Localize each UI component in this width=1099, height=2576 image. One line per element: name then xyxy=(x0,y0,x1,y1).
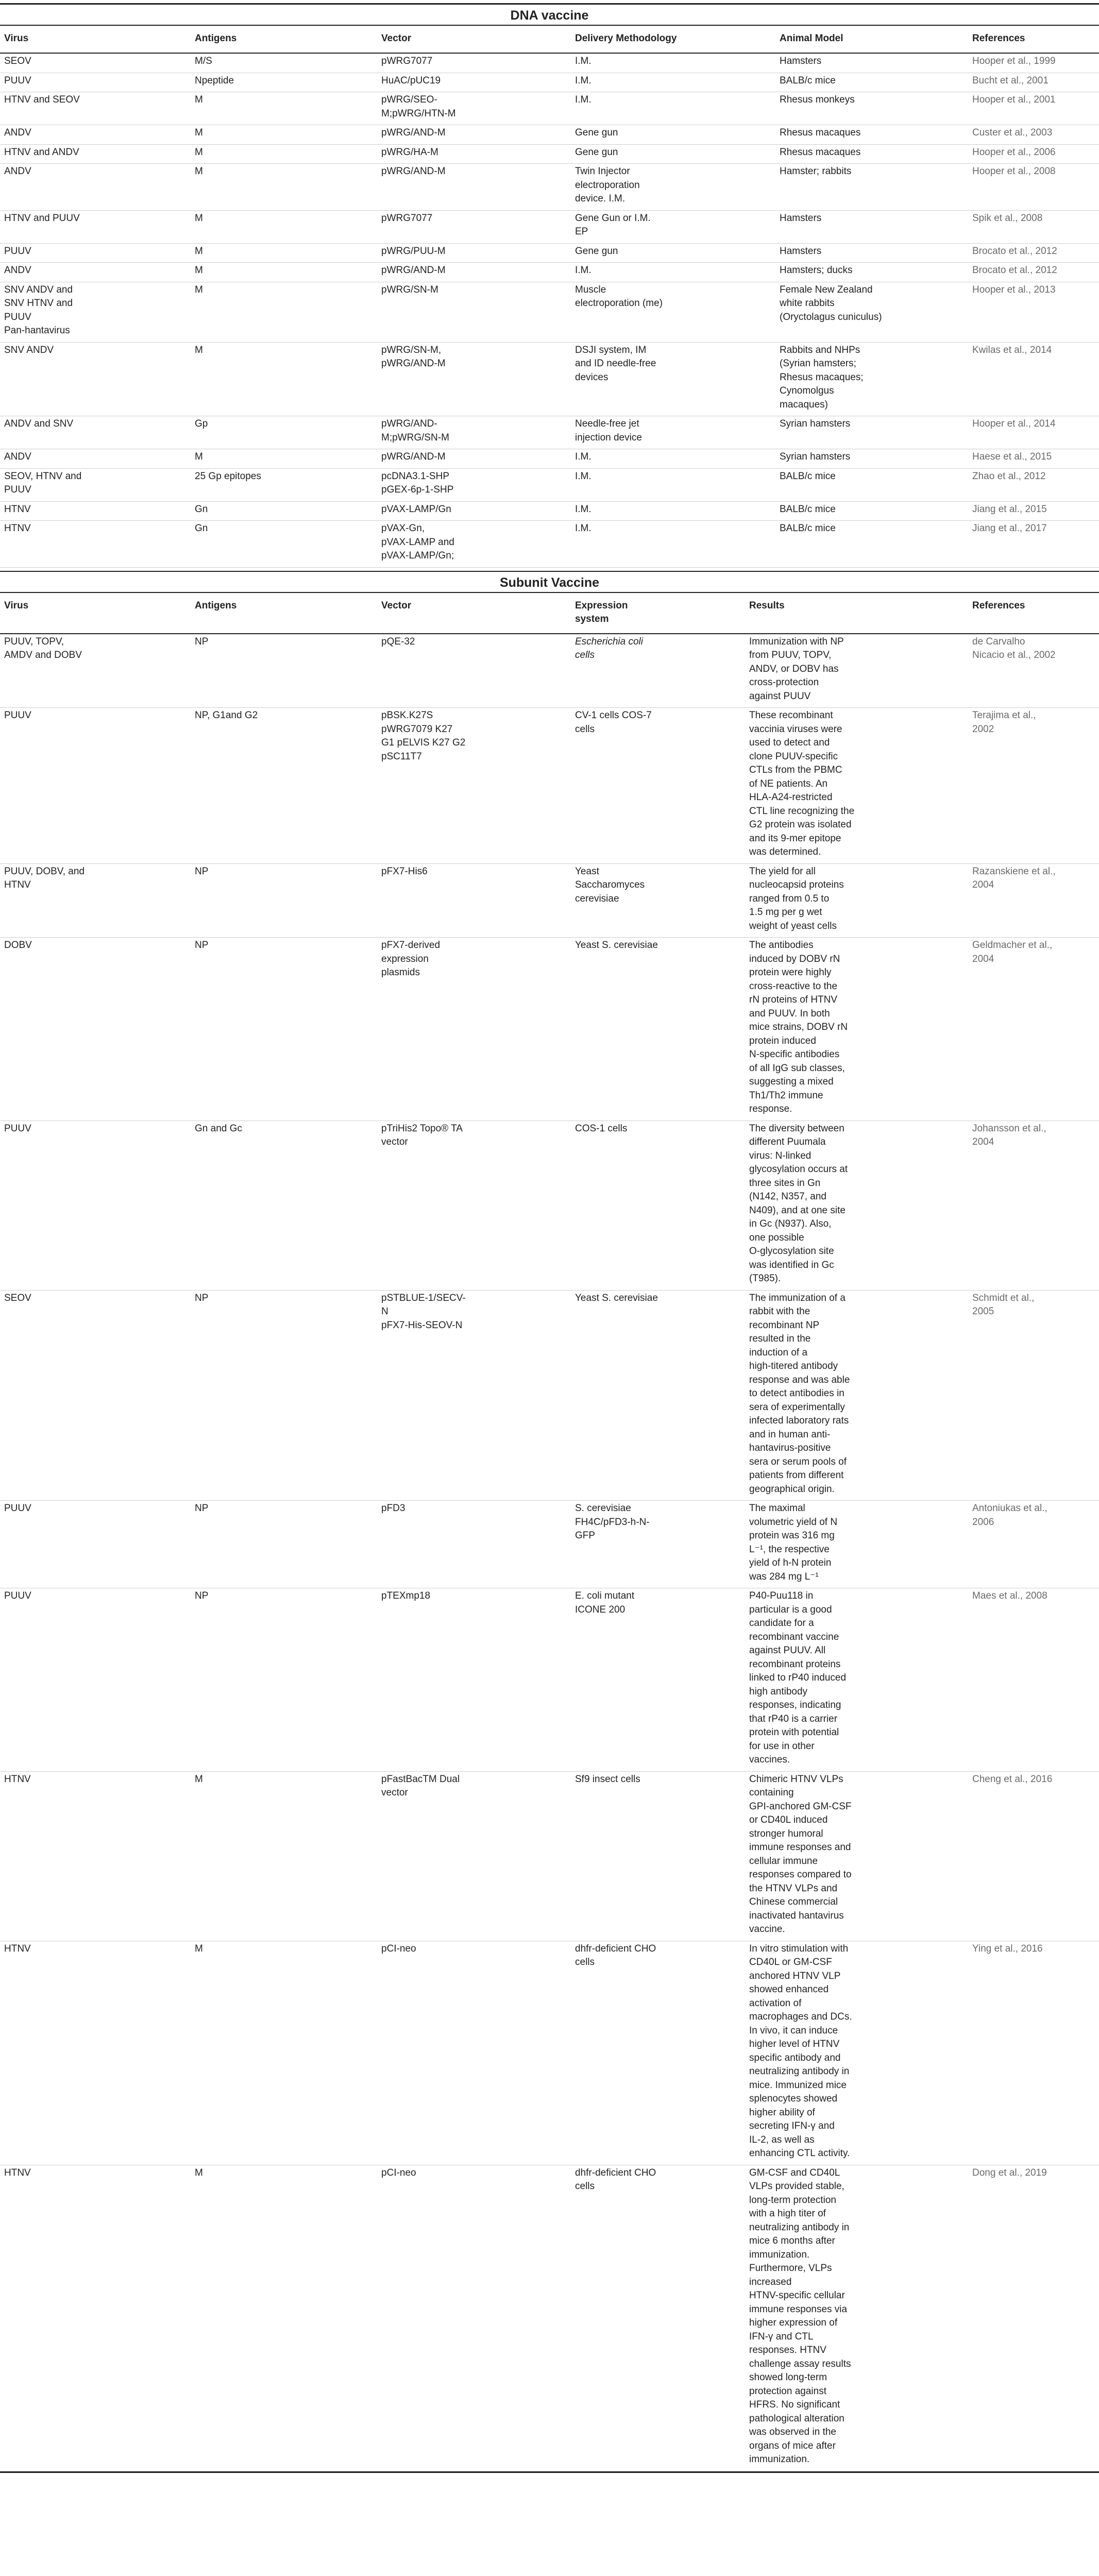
dna-vaccine-table xyxy=(0,25,1099,568)
cell-animal-model: Hamster; rabbits xyxy=(775,164,968,211)
cell-antigens: M/S xyxy=(191,53,377,73)
cell-antigens: 25 Gp epitopes xyxy=(191,468,377,501)
table-row xyxy=(0,1941,1099,2165)
table-row xyxy=(0,1771,1099,1941)
cell-results: GM-CSF and CD40L VLPs provided stable, long-term protection with a high titer of neutralizing antibody in mice 6 months after immunization. Furthermore, VLPs increased HTNV-specific cellular immune responses via higher expression of IFN-γ and CTL responses. HTNV challenge assay results showed long-term protection against HFRS. No significant pathological alteration was observed in the organs of mice after immunization. xyxy=(745,2165,968,2471)
table-row xyxy=(0,2165,1099,2471)
cell-reference: Haese et al., 2015 xyxy=(968,449,1099,469)
cell-reference: Hooper et al., 2001 xyxy=(968,92,1099,125)
cell-animal-model: Female New Zealand white rabbits (Oryctolagus cuniculus) xyxy=(775,282,968,342)
cell-reference: Kwilas et al., 2014 xyxy=(968,342,1099,416)
cell-vector: pQE-32 xyxy=(377,634,571,708)
cell-virus: ANDV xyxy=(0,449,191,469)
cell-reference: Custer et al., 2003 xyxy=(968,125,1099,145)
subunit-vaccine-table xyxy=(0,592,1099,2471)
cell-virus: HTNV and PUUV xyxy=(0,210,191,243)
cell-reference: Bucht et al., 2001 xyxy=(968,73,1099,92)
col-header-vector: Vector xyxy=(377,592,571,634)
cell-reference: Antoniukas et al., 2006 xyxy=(968,1501,1099,1588)
cell-antigens: M xyxy=(191,92,377,125)
cell-reference: Maes et al., 2008 xyxy=(968,1588,1099,1772)
cell-virus: HTNV xyxy=(0,1771,191,1941)
cell-vector: pWRG/AND-M xyxy=(377,263,571,282)
table-row xyxy=(0,53,1099,73)
cell-delivery-methodology: I.M. xyxy=(571,263,775,282)
cell-virus: PUUV xyxy=(0,73,191,92)
cell-virus: PUUV, DOBV, and HTNV xyxy=(0,863,191,938)
cell-antigens: NP xyxy=(191,634,377,708)
cell-animal-model: BALB/c mice xyxy=(775,73,968,92)
cell-vector: pWRG/HA-M xyxy=(377,144,571,164)
cell-antigens: M xyxy=(191,1941,377,2165)
cell-vector: pWRG/AND-M xyxy=(377,125,571,145)
table-row xyxy=(0,1588,1099,1772)
table-row xyxy=(0,282,1099,342)
table-row xyxy=(0,416,1099,449)
table-row xyxy=(0,144,1099,164)
cell-reference: Brocato et al., 2012 xyxy=(968,243,1099,263)
cell-vector: pVAX-LAMP/Gn xyxy=(377,501,571,521)
cell-vector: pWRG/SN-M xyxy=(377,282,571,342)
table-row xyxy=(0,342,1099,416)
cell-antigens: Gn xyxy=(191,521,377,568)
cell-results: The antibodies induced by DOBV rN protein were highly cross-reactive to the rN proteins of HTNV and PUUV. In both mice strains, DOBV rN protein induced N-specific antibodies of all IgG sub classes, suggesting a mixed Th1/Th2 immune response. xyxy=(745,938,968,1121)
cell-delivery-methodology: Gene gun xyxy=(571,144,775,164)
table-row xyxy=(0,468,1099,501)
cell-vector: pWRG7077 xyxy=(377,53,571,73)
cell-results: Chimeric HTNV VLPs containing GPI-anchored GM-CSF or CD40L induced stronger humoral immune responses and cellular immune responses compared to the HTNV VLPs and Chinese commercial inactivated hantavirus vaccine. xyxy=(745,1771,968,1941)
table-row xyxy=(0,73,1099,92)
cell-antigens: M xyxy=(191,243,377,263)
cell-vector: pCI-neo xyxy=(377,1941,571,2165)
col-header-references: References xyxy=(968,592,1099,634)
cell-animal-model: Hamsters xyxy=(775,53,968,73)
cell-vector: HuAC/pUC19 xyxy=(377,73,571,92)
col-header-antigens: Antigens xyxy=(191,25,377,53)
cell-delivery-methodology: I.M. xyxy=(571,73,775,92)
cell-vector: pVAX-Gn, pVAX-LAMP and pVAX-LAMP/Gn; xyxy=(377,521,571,568)
table-row xyxy=(0,634,1099,708)
cell-reference: Dong et al., 2019 xyxy=(968,2165,1099,2471)
cell-vector: pWRG/AND-M xyxy=(377,164,571,211)
cell-antigens: M xyxy=(191,125,377,145)
cell-reference: de Carvalho Nicacio et al., 2002 xyxy=(968,634,1099,708)
table-row xyxy=(0,863,1099,938)
table-row xyxy=(0,938,1099,1121)
cell-antigens: M xyxy=(191,164,377,211)
cell-vector: pFX7-derived expression plasmids xyxy=(377,938,571,1121)
cell-antigens: M xyxy=(191,342,377,416)
cell-reference: Hooper et al., 2006 xyxy=(968,144,1099,164)
cell-antigens: M xyxy=(191,1771,377,1941)
cell-delivery-methodology: Gene Gun or I.M. EP xyxy=(571,210,775,243)
cell-expression-system: S. cerevisiae FH4C/pFD3-h-N- GFP xyxy=(571,1501,745,1588)
cell-expression-system: dhfr-deficient CHO cells xyxy=(571,2165,745,2471)
col-header-vector: Vector xyxy=(377,25,571,53)
cell-vector: pcDNA3.1-SHP pGEX-6p-1-SHP xyxy=(377,468,571,501)
cell-delivery-methodology: I.M. xyxy=(571,449,775,469)
cell-virus: HTNV xyxy=(0,2165,191,2471)
cell-virus: SEOV, HTNV and PUUV xyxy=(0,468,191,501)
cell-antigens: NP xyxy=(191,863,377,938)
cell-expression-system: E. coli mutant ICONE 200 xyxy=(571,1588,745,1772)
cell-reference: Schmidt et al., 2005 xyxy=(968,1290,1099,1501)
cell-vector: pTriHis2 Topo® TA vector xyxy=(377,1121,571,1290)
cell-reference: Brocato et al., 2012 xyxy=(968,263,1099,282)
cell-virus: SEOV xyxy=(0,1290,191,1501)
table-row xyxy=(0,92,1099,125)
cell-antigens: M xyxy=(191,449,377,469)
table-row xyxy=(0,501,1099,521)
cell-virus: HTNV xyxy=(0,501,191,521)
cell-expression-system: Sf9 insect cells xyxy=(571,1771,745,1941)
cell-vector: pBSK.K27S pWRG7079 K27 G1 pELVIS K27 G2 pSC11T7 xyxy=(377,708,571,864)
cell-delivery-methodology: I.M. xyxy=(571,53,775,73)
dna-section-title: DNA vaccine xyxy=(510,8,589,23)
subunit-section-title: Subunit Vaccine xyxy=(0,571,1099,592)
cell-reference: Hooper et al., 2013 xyxy=(968,282,1099,342)
cell-animal-model: Hamsters xyxy=(775,243,968,263)
subunit-header-row xyxy=(0,592,1099,634)
cell-antigens: Gn and Gc xyxy=(191,1121,377,1290)
table-row xyxy=(0,1501,1099,1588)
col-header-results: Results xyxy=(745,592,968,634)
cell-vector: pCI-neo xyxy=(377,2165,571,2471)
cell-antigens: M xyxy=(191,210,377,243)
cell-results: P40-Puu118 in particular is a good candidate for a recombinant vaccine against PUUV. All recombinant proteins linked to rP40 induced high antibody responses, indicating that rP40 is a carrier protein with potential for use in other vaccines. xyxy=(745,1588,968,1772)
cell-reference: Jiang et al., 2017 xyxy=(968,521,1099,568)
cell-virus: ANDV xyxy=(0,164,191,211)
col-header-antigens: Antigens xyxy=(191,592,377,634)
cell-results: Immunization with NP from PUUV, TOPV, ANDV, or DOBV has cross-protection against PUUV xyxy=(745,634,968,708)
cell-antigens: M xyxy=(191,282,377,342)
cell-expression-system: Yeast S. cerevisiae xyxy=(571,1290,745,1501)
col-header-virus: Virus xyxy=(0,25,191,53)
cell-antigens: M xyxy=(191,144,377,164)
cell-virus: ANDV xyxy=(0,263,191,282)
cell-delivery-methodology: I.M. xyxy=(571,521,775,568)
cell-vector: pWRG7077 xyxy=(377,210,571,243)
cell-results: The immunization of a rabbit with the recombinant NP resulted in the induction of a high-titered antibody response and was able to detect antibodies in sera of experimentally infected laboratory rats and in human anti- hantavirus-positive sera or serum pools of patients from different geographical origin. xyxy=(745,1290,968,1501)
cell-antigens: Npeptide xyxy=(191,73,377,92)
cell-animal-model: Rabbits and NHPs (Syrian hamsters; Rhesus macaques; Cynomolgus macaques) xyxy=(775,342,968,416)
cell-reference: Geldmacher et al., 2004 xyxy=(968,938,1099,1121)
table-row xyxy=(0,1290,1099,1501)
cell-virus: HTNV and SEOV xyxy=(0,92,191,125)
cell-reference: Cheng et al., 2016 xyxy=(968,1771,1099,1941)
cell-expression-system: Yeast Saccharomyces cerevisiae xyxy=(571,863,745,938)
col-header-animal-model: Animal Model xyxy=(775,25,968,53)
cell-vector: pWRG/AND-M xyxy=(377,449,571,469)
cell-animal-model: BALB/c mice xyxy=(775,501,968,521)
cell-animal-model: BALB/c mice xyxy=(775,521,968,568)
cell-animal-model: Rhesus monkeys xyxy=(775,92,968,125)
cell-animal-model: Rhesus macaques xyxy=(775,144,968,164)
cell-reference: Zhao et al., 2012 xyxy=(968,468,1099,501)
cell-delivery-methodology: Gene gun xyxy=(571,125,775,145)
cell-delivery-methodology: I.M. xyxy=(571,468,775,501)
cell-virus: DOBV xyxy=(0,938,191,1121)
cell-reference: Razanskiene et al., 2004 xyxy=(968,863,1099,938)
cell-results: In vitro stimulation with CD40L or GM-CSF anchored HTNV VLP showed enhanced activation of macrophages and DCs. In vivo, it can induce higher level of HTNV specific antibody and neutralizing antibody in mice. Immunized mice splenocytes showed higher ability of secreting IFN-γ and IL-2, as well as enhancing CTL activity. xyxy=(745,1941,968,2165)
bottom-rule xyxy=(0,2471,1099,2473)
cell-expression-system: CV-1 cells COS-7 cells xyxy=(571,708,745,864)
cell-delivery-methodology: I.M. xyxy=(571,92,775,125)
cell-reference: Hooper et al., 2008 xyxy=(968,164,1099,211)
cell-vector: pFD3 xyxy=(377,1501,571,1588)
cell-animal-model: BALB/c mice xyxy=(775,468,968,501)
table-row xyxy=(0,125,1099,145)
cell-virus: PUUV xyxy=(0,1588,191,1772)
cell-results: The diversity between different Puumala virus: N-linked glycosylation occurs at three sites in Gn (N142, N357, and N409), and at one site in Gc (N937). Also, one possible O-glycosylation site was identified in Gc (T985). xyxy=(745,1121,968,1290)
table-row xyxy=(0,263,1099,282)
cell-reference: Ying et al., 2016 xyxy=(968,1941,1099,2165)
table-row xyxy=(0,164,1099,211)
cell-expression-system: dhfr-deficient CHO cells xyxy=(571,1941,745,2165)
cell-reference: Hooper et al., 2014 xyxy=(968,416,1099,449)
cell-virus: PUUV xyxy=(0,708,191,864)
cell-reference: Jiang et al., 2015 xyxy=(968,501,1099,521)
col-header-virus: Virus xyxy=(0,592,191,634)
cell-delivery-methodology: Needle-free jet injection device xyxy=(571,416,775,449)
cell-animal-model: Hamsters xyxy=(775,210,968,243)
cell-virus: SEOV xyxy=(0,53,191,73)
cell-delivery-methodology: I.M. xyxy=(571,501,775,521)
cell-antigens: NP xyxy=(191,1501,377,1588)
cell-reference: Johansson et al., 2004 xyxy=(968,1121,1099,1290)
cell-antigens: NP xyxy=(191,1290,377,1501)
cell-reference: Hooper et al., 1999 xyxy=(968,53,1099,73)
cell-virus: HTNV xyxy=(0,521,191,568)
cell-vector: pSTBLUE-1/SECV- N pFX7-His-SEOV-N xyxy=(377,1290,571,1501)
cell-animal-model: Syrian hamsters xyxy=(775,416,968,449)
cell-vector: pWRG/PUU-M xyxy=(377,243,571,263)
table-row xyxy=(0,1121,1099,1290)
cell-virus: ANDV and SNV xyxy=(0,416,191,449)
col-header-references: References xyxy=(968,25,1099,53)
cell-vector: pWRG/AND- M;pWRG/SN-M xyxy=(377,416,571,449)
cell-antigens: Gp xyxy=(191,416,377,449)
cell-animal-model: Rhesus macaques xyxy=(775,125,968,145)
dna-header-row xyxy=(0,25,1099,53)
cell-reference: Terajima et al., 2002 xyxy=(968,708,1099,864)
cell-vector: pWRG/SN-M, pWRG/AND-M xyxy=(377,342,571,416)
cell-antigens: M xyxy=(191,2165,377,2471)
cell-expression-system: Escherichia coli cells xyxy=(571,634,745,708)
cell-antigens: M xyxy=(191,263,377,282)
cell-vector: pTEXmp18 xyxy=(377,1588,571,1772)
cell-antigens: Gn xyxy=(191,501,377,521)
cell-virus: HTNV xyxy=(0,1941,191,2165)
cell-delivery-methodology: Gene gun xyxy=(571,243,775,263)
cell-results: The maximal volumetric yield of N protein was 316 mg L⁻¹, the respective yield of h-N protein was 284 mg L⁻¹ xyxy=(745,1501,968,1588)
cell-virus: HTNV and ANDV xyxy=(0,144,191,164)
cell-delivery-methodology: Twin Injector electroporation device. I.M. xyxy=(571,164,775,211)
cell-reference: Spik et al., 2008 xyxy=(968,210,1099,243)
table-row xyxy=(0,243,1099,263)
cell-virus: PUUV xyxy=(0,1121,191,1290)
cell-virus: PUUV xyxy=(0,243,191,263)
cell-vector: pWRG/SEO- M;pWRG/HTN-M xyxy=(377,92,571,125)
cell-animal-model: Syrian hamsters xyxy=(775,449,968,469)
cell-results: The yield for all nucleocapsid proteins ranged from 0.5 to 1.5 mg per g wet weight of yeast cells xyxy=(745,863,968,938)
cell-virus: SNV ANDV and SNV HTNV and PUUV Pan-hantavirus xyxy=(0,282,191,342)
col-header-delivery-methodology: Delivery Methodology xyxy=(571,25,775,53)
cell-delivery-methodology: Muscle electroporation (me) xyxy=(571,282,775,342)
table-row xyxy=(0,210,1099,243)
cell-virus: SNV ANDV xyxy=(0,342,191,416)
cell-vector: pFastBacTM Dual vector xyxy=(377,1771,571,1941)
cell-expression-system: Yeast S. cerevisiae xyxy=(571,938,745,1121)
col-header-expression-system: Expression system xyxy=(571,592,745,634)
cell-antigens: NP xyxy=(191,938,377,1121)
cell-results: These recombinant vaccinia viruses were used to detect and clone PUUV-specific CTLs from the PBMC of NE patients. An HLA-A24-restricted CTL line recognizing the G2 protein was isolated and its 9-mer epitope was determined. xyxy=(745,708,968,864)
cell-delivery-methodology: DSJI system, IM and ID needle-free devices xyxy=(571,342,775,416)
cell-vector: pFX7-His6 xyxy=(377,863,571,938)
cell-virus: PUUV xyxy=(0,1501,191,1588)
table-row xyxy=(0,521,1099,568)
table-row xyxy=(0,708,1099,864)
cell-expression-system: COS-1 cells xyxy=(571,1121,745,1290)
cell-virus: ANDV xyxy=(0,125,191,145)
cell-antigens: NP, G1and G2 xyxy=(191,708,377,864)
cell-virus: PUUV, TOPV, AMDV and DOBV xyxy=(0,634,191,708)
cell-animal-model: Hamsters; ducks xyxy=(775,263,968,282)
table-row xyxy=(0,449,1099,469)
cell-antigens: NP xyxy=(191,1588,377,1772)
